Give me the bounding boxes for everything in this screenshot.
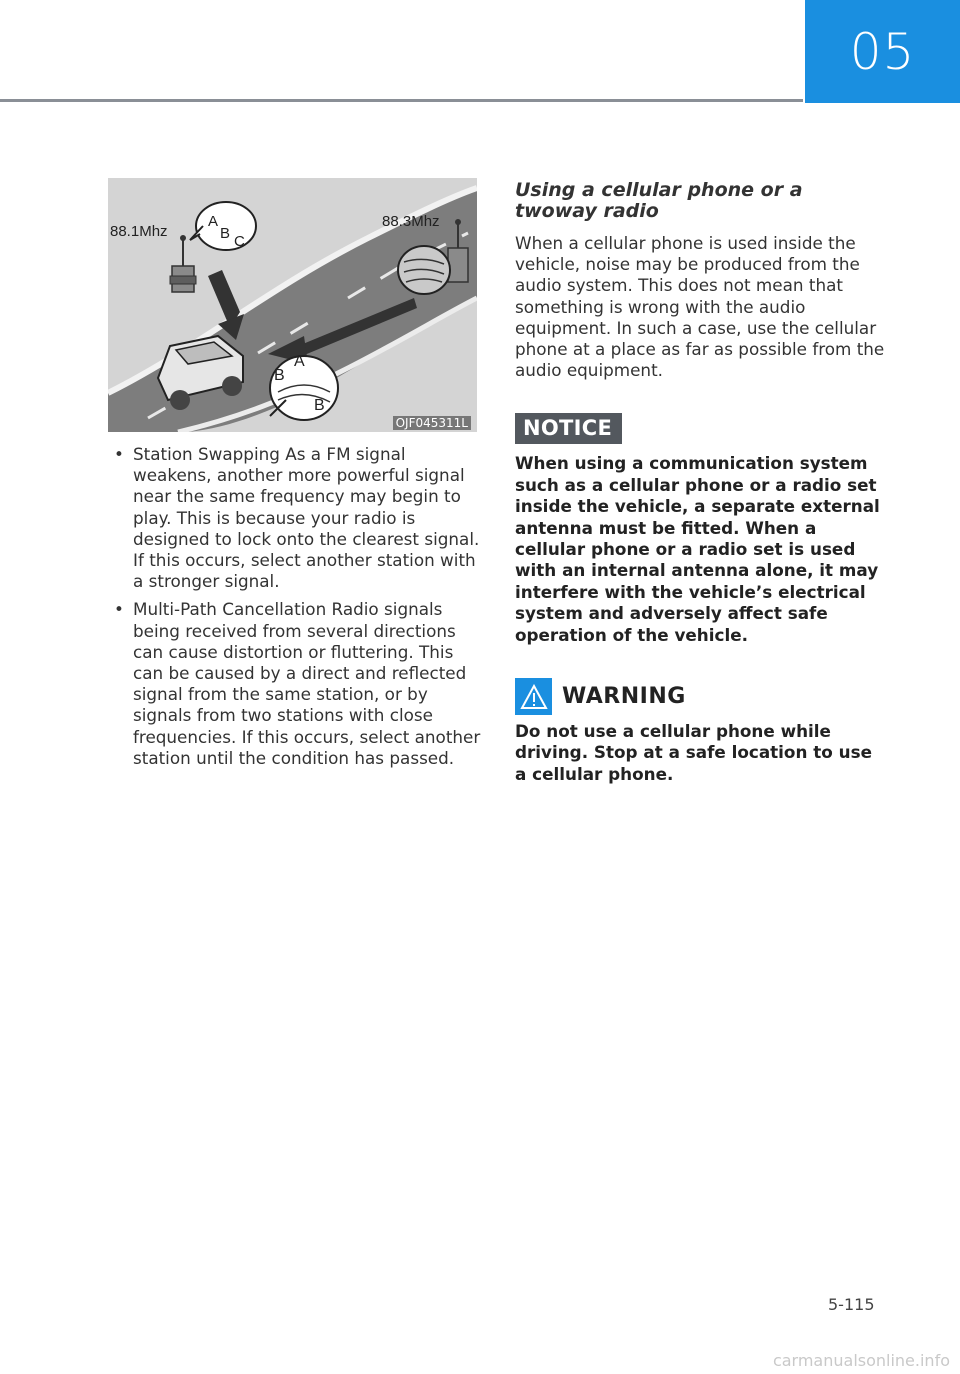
letter-b-left: B xyxy=(220,225,231,242)
notice-label: NOTICE xyxy=(515,413,622,444)
radio-reception-illustration xyxy=(108,178,477,432)
bullet-marker: • xyxy=(114,599,124,620)
letter-a-left: A xyxy=(208,213,219,230)
bullet-station-swapping xyxy=(112,444,482,592)
watermark: carmanualsonline.info xyxy=(772,1351,950,1370)
warning-header xyxy=(515,678,885,715)
letter-a-right: A xyxy=(294,353,305,370)
header-rule xyxy=(0,99,803,102)
section-body: When a cellular phone is used inside the vehicle, noise may be produced from the audio system. This does not mean that something is wrong with the audio equipment. In such a case, use the cellular phone at a place as far as possible from the audio equipment. xyxy=(515,233,885,381)
left-column xyxy=(112,444,482,776)
figure-code: OJF045311L xyxy=(393,416,471,430)
illustration-graphic xyxy=(108,178,477,432)
letter-b-right: B xyxy=(274,367,285,384)
notice-text: When using a communication system such as a cellular phone or a radio set inside the vehicle, a separate external antenna must be fitted. When a cellular phone or a radio set is used with an internal antenna alone, it may interfere with the vehicle’s electrical system and adversely affect safe operation of the vehicle. xyxy=(515,453,880,645)
chapter-tab xyxy=(805,0,960,103)
letter-b-right-2: B xyxy=(314,397,325,414)
left-frequency-label: 88.1Mhz xyxy=(110,223,168,240)
letter-c-left: C xyxy=(234,233,245,250)
chapter-number: 05 xyxy=(849,22,916,81)
page-number: 5-115 xyxy=(828,1295,875,1314)
bullet-marker: • xyxy=(114,444,124,464)
section-heading: Using a cellular phone or a twoway radio xyxy=(515,179,803,222)
warning-label: WARNING xyxy=(562,684,686,710)
right-frequency-label: 88.3Mhz xyxy=(382,213,440,230)
bullet-multi-path xyxy=(112,599,482,769)
bullet-text: Station Swapping As a FM signal weakens, another more powerful signal near the same frequency may begin to play. This is because your radio is designed to lock onto the clearest signal. If this occurs, select another station with a stronger signal. xyxy=(133,444,480,592)
warning-triangle-icon xyxy=(515,678,552,715)
warning-text: Do not use a cellular phone while driving. Stop at a safe location to use a cellular phone. xyxy=(515,721,872,784)
right-column xyxy=(515,180,885,785)
bullet-text: Multi-Path Cancellation Radio signals being received from several directions can cause distortion or fluttering. This can be caused by a direct and reflected signal from the same station, or by signals from two stations with close frequencies. If this occurs, select another station until the condition has passed. xyxy=(133,599,481,768)
